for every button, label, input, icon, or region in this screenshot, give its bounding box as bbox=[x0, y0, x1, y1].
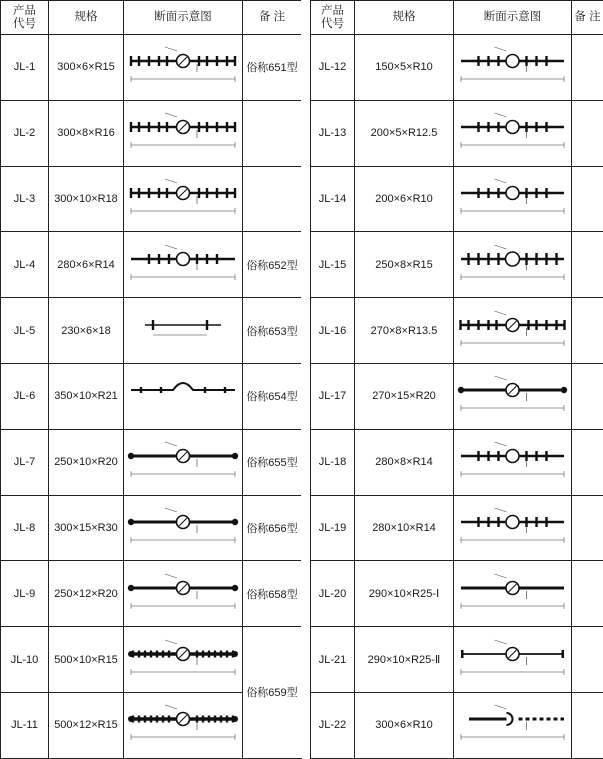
product-code: JL-3 bbox=[1, 166, 49, 232]
product-code: JL-14 bbox=[311, 166, 355, 232]
product-code: JL-2 bbox=[1, 100, 49, 166]
table-row bbox=[311, 495, 603, 561]
table-row bbox=[311, 363, 603, 429]
section-diagram-cell bbox=[454, 627, 572, 693]
section-diagram-cell bbox=[454, 363, 572, 429]
product-note bbox=[243, 166, 302, 232]
product-code: JL-5 bbox=[1, 298, 49, 364]
product-spec: 300×8×R16 bbox=[49, 100, 124, 166]
product-spec: 350×10×R21 bbox=[49, 363, 124, 429]
product-code: JL-10 bbox=[1, 627, 49, 693]
table-row bbox=[311, 35, 603, 101]
product-spec: 250×12×R20 bbox=[49, 561, 124, 627]
section-diagram-cell bbox=[454, 232, 572, 298]
product-code: JL-16 bbox=[311, 298, 355, 364]
product-spec: 300×15×R30 bbox=[49, 495, 124, 561]
section-diagram bbox=[455, 241, 570, 289]
product-note bbox=[572, 298, 603, 364]
section-diagram bbox=[455, 438, 570, 486]
section-diagram bbox=[125, 438, 241, 486]
section-diagram bbox=[455, 43, 570, 91]
product-spec: 250×8×R15 bbox=[355, 232, 454, 298]
header-row bbox=[1, 1, 302, 35]
table-row bbox=[311, 627, 603, 693]
table-row bbox=[1, 298, 302, 364]
section-diagram-cell bbox=[454, 100, 572, 166]
section-diagram bbox=[455, 372, 570, 420]
product-spec: 230×6×18 bbox=[49, 298, 124, 364]
product-note: 俗称653型 bbox=[243, 298, 302, 364]
section-diagram-cell bbox=[454, 166, 572, 232]
section-diagram-cell bbox=[124, 429, 243, 495]
product-spec: 250×10×R20 bbox=[49, 429, 124, 495]
product-spec: 300×10×R18 bbox=[49, 166, 124, 232]
section-diagram bbox=[455, 570, 570, 618]
product-spec: 300×6×R15 bbox=[49, 35, 124, 101]
section-diagram bbox=[125, 241, 241, 289]
section-diagram bbox=[125, 109, 241, 157]
product-note bbox=[572, 232, 603, 298]
section-diagram-cell bbox=[454, 561, 572, 627]
product-code: JL-9 bbox=[1, 561, 49, 627]
product-code: JL-11 bbox=[1, 692, 49, 758]
product-spec: 300×6×R10 bbox=[355, 692, 454, 758]
product-note bbox=[572, 166, 603, 232]
section-diagram-cell bbox=[124, 363, 243, 429]
right-spec-table bbox=[310, 0, 603, 759]
product-note bbox=[572, 627, 603, 693]
section-diagram-cell bbox=[124, 495, 243, 561]
section-diagram-cell bbox=[124, 627, 243, 693]
header-note: 备 注 bbox=[243, 1, 302, 35]
section-diagram bbox=[455, 504, 570, 552]
table-row bbox=[311, 561, 603, 627]
table-row bbox=[1, 429, 302, 495]
product-spec: 290×10×R25-Ⅱ bbox=[355, 627, 454, 693]
product-note: 俗称651型 bbox=[243, 35, 302, 101]
table-row bbox=[1, 35, 302, 101]
table-row bbox=[311, 298, 603, 364]
header-note: 备 注 bbox=[572, 1, 603, 35]
product-note: 俗称659型 bbox=[243, 627, 302, 759]
product-spec: 200×5×R12.5 bbox=[355, 100, 454, 166]
section-diagram-cell bbox=[454, 35, 572, 101]
table-gap bbox=[301, 0, 310, 758]
product-code: JL-12 bbox=[311, 35, 355, 101]
product-code: JL-15 bbox=[311, 232, 355, 298]
section-diagram bbox=[455, 307, 570, 355]
section-diagram-cell bbox=[454, 429, 572, 495]
product-note: 俗称656型 bbox=[243, 495, 302, 561]
product-note bbox=[572, 561, 603, 627]
table-row bbox=[1, 100, 302, 166]
section-diagram bbox=[125, 372, 241, 420]
product-spec: 200×6×R10 bbox=[355, 166, 454, 232]
table-row bbox=[1, 232, 302, 298]
section-diagram bbox=[125, 175, 241, 223]
product-code: JL-8 bbox=[1, 495, 49, 561]
product-code: JL-13 bbox=[311, 100, 355, 166]
product-code: JL-4 bbox=[1, 232, 49, 298]
product-note: 俗称655型 bbox=[243, 429, 302, 495]
product-code: JL-7 bbox=[1, 429, 49, 495]
product-spec: 270×8×R13.5 bbox=[355, 298, 454, 364]
table-row bbox=[1, 495, 302, 561]
product-note bbox=[572, 495, 603, 561]
section-diagram-cell bbox=[124, 35, 243, 101]
product-note: 俗称654型 bbox=[243, 363, 302, 429]
header-spec: 规格 bbox=[49, 1, 124, 35]
product-code: JL-22 bbox=[311, 692, 355, 758]
product-note bbox=[572, 429, 603, 495]
table-row bbox=[311, 692, 603, 758]
product-spec: 280×10×R14 bbox=[355, 495, 454, 561]
product-code: JL-18 bbox=[311, 429, 355, 495]
section-diagram-cell bbox=[124, 298, 243, 364]
product-spec: 280×6×R14 bbox=[49, 232, 124, 298]
product-spec: 500×12×R15 bbox=[49, 692, 124, 758]
product-spec: 270×15×R20 bbox=[355, 363, 454, 429]
product-note: 俗称658型 bbox=[243, 561, 302, 627]
product-spec: 290×10×R25-Ⅰ bbox=[355, 561, 454, 627]
product-code: JL-1 bbox=[1, 35, 49, 101]
product-code: JL-6 bbox=[1, 363, 49, 429]
section-diagram-cell bbox=[124, 692, 243, 758]
table-row bbox=[311, 232, 603, 298]
section-diagram bbox=[455, 636, 570, 684]
product-code: JL-19 bbox=[311, 495, 355, 561]
product-code: JL-21 bbox=[311, 627, 355, 693]
product-code: JL-20 bbox=[311, 561, 355, 627]
product-note bbox=[572, 35, 603, 101]
section-diagram bbox=[455, 175, 570, 223]
section-diagram bbox=[455, 109, 570, 157]
product-code: JL-17 bbox=[311, 363, 355, 429]
section-diagram-cell bbox=[124, 166, 243, 232]
table-row bbox=[1, 363, 302, 429]
product-note: 俗称652型 bbox=[243, 232, 302, 298]
section-diagram bbox=[455, 701, 570, 749]
table-row bbox=[311, 100, 603, 166]
table-row bbox=[1, 166, 302, 232]
section-diagram bbox=[125, 307, 241, 355]
section-diagram-cell bbox=[124, 232, 243, 298]
product-note bbox=[572, 363, 603, 429]
section-diagram-cell bbox=[454, 495, 572, 561]
header-diagram: 断面示意图 bbox=[454, 1, 572, 35]
header-spec: 规格 bbox=[355, 1, 454, 35]
product-note bbox=[572, 692, 603, 758]
product-spec: 280×8×R14 bbox=[355, 429, 454, 495]
product-note bbox=[572, 100, 603, 166]
product-spec: 150×5×R10 bbox=[355, 35, 454, 101]
section-diagram-cell bbox=[454, 692, 572, 758]
section-diagram-cell bbox=[454, 298, 572, 364]
section-diagram bbox=[125, 570, 241, 618]
table-row bbox=[1, 627, 302, 693]
section-diagram-cell bbox=[124, 100, 243, 166]
header-code: 产品 代号 bbox=[1, 1, 49, 35]
table-row bbox=[311, 429, 603, 495]
header-code: 产品 代号 bbox=[311, 1, 355, 35]
header-row bbox=[311, 1, 603, 35]
header-diagram: 断面示意图 bbox=[124, 1, 243, 35]
section-diagram bbox=[125, 43, 241, 91]
product-note bbox=[243, 100, 302, 166]
section-diagram-cell bbox=[124, 561, 243, 627]
section-diagram bbox=[125, 504, 241, 552]
section-diagram bbox=[125, 701, 241, 749]
table-row bbox=[1, 561, 302, 627]
section-diagram bbox=[125, 636, 241, 684]
table-row bbox=[311, 166, 603, 232]
product-spec: 500×10×R15 bbox=[49, 627, 124, 693]
